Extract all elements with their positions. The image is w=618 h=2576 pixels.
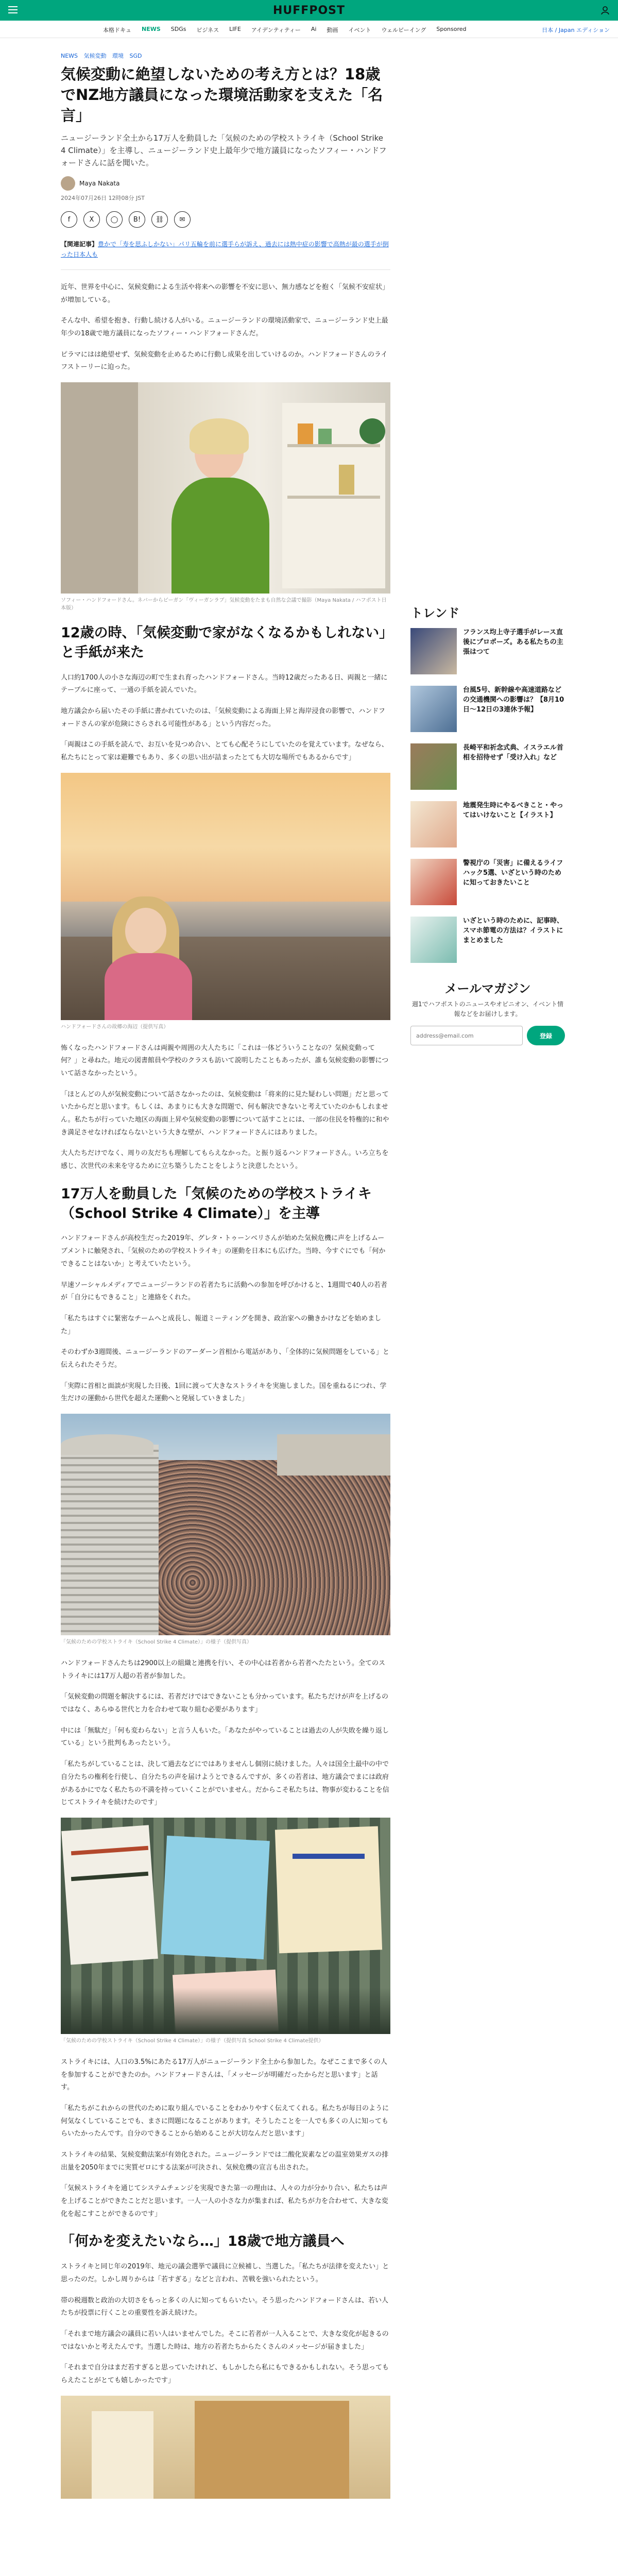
trend-title[interactable]: いざという時のために、記事時、スマホ節電の方法は？イラストにまとめました	[463, 917, 564, 944]
hatena-share-icon[interactable]: B!	[129, 211, 145, 228]
paragraph: 「気候ストライキを通じてシステムチェンジを実現できた第一の理由は、人々の力が分かり合い、私たちは声を上げることができたことだと思います。一人一人の小さな力が集まれば、私たちが力を合わせて、大きな変化を起こすことができるのです」	[61, 2184, 388, 2218]
site-logo[interactable]: HUFFPOST	[272, 4, 345, 17]
publish-date: 2024年07月26日 12時08分 JST	[61, 195, 145, 202]
author-byline	[61, 176, 390, 191]
photo-sunset-beach	[61, 773, 390, 1020]
trend-title[interactable]: 地震発生時にやるべきこと・やってはいけないこと【イラスト】	[463, 802, 564, 819]
breadcrumb	[61, 52, 390, 60]
trend-title[interactable]: 台風5号、新幹線や高速道路などの交通機関への影響は？【8月10日〜12日の3連休予報】	[463, 686, 564, 714]
nav-items	[103, 26, 467, 34]
paragraph: 「私たちがこれからの世代のために取り組んでいることをわかりやすく伝えてくれる。私たちが毎日のように何気なくしていることでも、まさに問題になることがあります。そうしたことを一人でも多くの人に知ってもらいたかったんです。自分のできることから始めることが大切なんだと思います」	[61, 2104, 389, 2138]
paragraph: 「それまで自分はまだ若すぎると思っていたけれど、もしかしたら私にもできるかもしれない。そう思ってもらえたことがとても嬉しかったです」	[61, 2364, 389, 2385]
section-heading: 17万人を動員した「気候のための学校ストライキ（School Strike 4 Climate）」を主導	[61, 1185, 372, 1222]
breadcrumb-item[interactable]: SGD	[129, 53, 142, 59]
nav-item-wellbeing[interactable]: ウェルビーイング	[381, 27, 426, 33]
related-label: 【関連記事】	[61, 241, 98, 248]
paragraph: 「両親はこの手紙を読んで、お互いを見つめ合い、とても心配そうにしていたのを覚えています。なぜなら、私たちにとって家は避難でもあり、多くの思い出が詰まったとても大切な場所でもあるからです」	[61, 741, 388, 761]
author-avatar[interactable]	[61, 176, 75, 191]
paragraph: ハンドフォードさんたちは2900以上の組織と連携を行い、その中心は若者から若者へたたという。全てのストライキには17万人超の若者が参加した。	[61, 1659, 386, 1680]
trend-item[interactable]	[410, 743, 565, 792]
photo-portrait	[61, 382, 390, 594]
paragraph: 地方議会から届いたその手紙に書かれていたのは、「気候変動による海面上昇と海岸浸食の影響で、ハンドフォードさんの家が危険にさらされる可能性がある」という内容だった。	[61, 707, 385, 728]
subscribe-button[interactable]: 登録	[527, 1026, 565, 1045]
paragraph: 早速ソーシャルメディアでニュージーランドの若者たちに活動への参加を呼びかけると、1週間で40人の若者が「自分にもできること」と連絡をくれた。	[61, 1281, 387, 1302]
paragraph: 帯の税週数と政治の大切さをもっと多くの人に知ってもらいたい。そう思ったハンドフォードさんは、若い人たちが投票に行くことの重要性を訴え続けた。	[61, 2296, 388, 2317]
article-headline: 気候変動に絶望しないための考え方とは？18歳でNZ地方議員になった環境活動家を支えた「名言」	[61, 65, 383, 125]
author-name[interactable]: Maya Nakata	[79, 180, 120, 188]
related-article	[61, 239, 390, 270]
photo-protest-signs	[61, 1818, 390, 2034]
nav-item-events[interactable]: イベント	[348, 27, 371, 33]
paragraph: ストライキと同じ年の2019年、地元の議会選挙で議員に立候補し、当選した。「私たちが法律を変えたい」と思ったのだ。しかし周りからは「若すぎる」などと言われ、苦戦を強いられたという。	[61, 2263, 389, 2283]
nav-item-ai[interactable]: Ai	[311, 26, 317, 32]
trend-thumbnail[interactable]	[410, 917, 457, 963]
paragraph: 「私たちがしていることは、決して過去などにではありませんし個別に続けました。人々は国全土最中の中で自分たちの権利を行使し、自分たちの声を届けようとできるんですが、多くの若者は、地方議会でまには政府があるかにでなく私たちの不満を持っていくことがでいません。だからこそ私たちは、物事が変わることを信じてストライキを続けたのです」	[61, 1760, 389, 1807]
trend-thumbnail[interactable]	[410, 801, 457, 848]
paragraph: 「私たちはすぐに緊密なチームへと成長し、報道ミーティングを開き、政治家への働きかけなどを始めました」	[61, 1314, 382, 1335]
paragraph: 中には「無駄だ」「何も変わらない」と言う人もいた。「あなたがやっていることは過去の人が失敗を繰り返している」という批判もあったという。	[61, 1726, 389, 1748]
facebook-share-icon[interactable]: f	[61, 211, 77, 228]
newsletter-title: メールマガジン	[444, 981, 531, 996]
paragraph: 近年、世界を中心に、気候変動による生活や将来への影響を不安に思い、無力感などを抱く「気候不安症状」が増加している。	[61, 283, 389, 304]
article-subhead: ニュージーランド全土から17万人を動員した「気候のための学校ストライキ（School Strike 4 Climate）」を主導し、ニュージーランド史上最年少で地方議員になったソフィー・ハンドフォードさんに話を聞いた。	[61, 133, 387, 168]
breadcrumb-item[interactable]: 環境	[112, 53, 124, 59]
edition-selector[interactable]: 日本 / Japan エディション	[542, 27, 610, 33]
trend-title[interactable]: 長崎平和祈念式典、イスラエル首相を招待せず「受け入れ」など	[463, 744, 563, 761]
paragraph: 人口約1700人の小さな海辺の町で生まれ育ったハンドフォードさん。当時12歳だったある日、両親と一緒にテーブルに座って、一通の手紙を読んでいた。	[61, 673, 388, 694]
user-icon[interactable]	[600, 6, 610, 15]
paragraph: ストライキの結果、気候変動法案が有効化された。ニュージーランドでは二酸化炭素などの温室効果ガスの排出量を2050年までに実質ゼロにする法案が可決され、気候危機の宣言も出された。	[61, 2151, 389, 2172]
x-share-icon[interactable]: X	[83, 211, 100, 228]
photo-caption: ハンドフォードさんの故郷の海辺（提供写真）	[61, 1024, 169, 1030]
paragraph: 大人たちだけでなく、周りの友だちも理解してもらえなかった。と振り返るハンドフォードさん。いろ立ちを感じ、次世代の未来を守るために立ち築うしたことをしようと決意したという。	[61, 1149, 389, 1171]
nav-item-identity[interactable]: アイデンティティー	[251, 27, 301, 33]
article	[61, 52, 390, 2499]
sidebar	[410, 603, 565, 1045]
paragraph: そんな中、希望を抱き、行動し続ける人がいる。ニュージーランドの環境活動家で、ニュージーランド史上最年少の18歳で地方議員になったソフィー・ハンドフォードさんだ。	[61, 317, 388, 337]
paragraph: そのわずか3週間後、ニュージーランドのアーダーン首相から電話があり、「全体的に気候問題をしている」と伝えられたそうだ。	[61, 1348, 389, 1369]
nav-item-business[interactable]: ビジネス	[196, 27, 219, 33]
related-link[interactable]: 豊かで「寿を思ふしかない」パリ五輪を前に選手らが訴え、過去には熱中症の影響で高熱が最の選手が倒った日本人も	[61, 241, 389, 259]
email-share-icon[interactable]: ✉	[174, 211, 191, 228]
nav-item-video[interactable]: 動画	[327, 27, 338, 33]
breadcrumb-item[interactable]: NEWS	[61, 53, 78, 59]
trend-item[interactable]	[410, 686, 565, 734]
nav-item-sponsored[interactable]: Sponsored	[436, 26, 467, 32]
share-buttons	[61, 211, 390, 228]
email-input[interactable]	[410, 1026, 523, 1045]
trend-item[interactable]	[410, 859, 565, 907]
nav-item-sdgs[interactable]: SDGs	[170, 26, 186, 32]
trend-item[interactable]	[410, 917, 565, 965]
newsletter-box	[410, 978, 565, 1045]
section-heading: 「何かを変えたいなら…」18歳で地方議員へ	[61, 2233, 345, 2250]
paragraph: ピラマにはは絶望せず、気候変動を止めるために行動し成果を出していけるのか。ハンドフォードさんのライフストーリーに迫った。	[61, 350, 388, 371]
trend-thumbnail[interactable]	[410, 628, 457, 674]
paragraph: 「気候変動の問題を解決するには、若者だけではできないことも分かっています。私たちだけが声を上げるのではなく、あらゆる世代と力を合わせて取り組む必要があります」	[61, 1693, 388, 1714]
line-share-icon[interactable]: ◯	[106, 211, 123, 228]
trend-thumbnail[interactable]	[410, 686, 457, 732]
paragraph: 「ほとんどの人が気候変動について話さなかったのは、気候変動は「将来的に見た疑わしい問題」だと思っていたからだと思います。もしくは、あまりにも大きな問題で、何も解決できないと考えていたのかもしれません。私たちが行っていた地区の海面上昇や気候変動の影響について話すことには、一部の住民を特権的に和やき満足させなければならないという大きな壁が、ハンドフォードさんにはありました。	[61, 1090, 389, 1137]
trend-item[interactable]	[410, 628, 565, 676]
photo-crowd-aerial	[61, 1414, 390, 1635]
trend-thumbnail[interactable]	[410, 859, 457, 905]
nav-item-news[interactable]: NEWS	[142, 26, 161, 32]
trend-title[interactable]: 警視庁の「災害」に備えるライフハック5選、いざという時のために知っておきたいこと	[463, 859, 563, 887]
nav-bar	[0, 21, 618, 38]
trend-thumbnail[interactable]	[410, 743, 457, 790]
trend-heading: トレンド	[410, 606, 460, 620]
trend-item[interactable]	[410, 801, 565, 850]
photo-caption: ソフィー・ハンドフォードさん。ネバーからビーガン「ヴィーガンラブ」気候変動をたまも自然な会議で撮影（Maya Nakata / ハフポスト日本版）	[61, 597, 387, 611]
paragraph: 「実際に首相と面談が実現した日後、1回に渡って大きなストライキを実施しました。国を重ねるにつれ、学生だけの運動から世代を超えた運動へと発展していきました」	[61, 1382, 387, 1403]
nav-item-life[interactable]: LIFE	[229, 26, 241, 32]
top-bar	[0, 0, 618, 21]
breadcrumb-item[interactable]: 気候変動	[83, 53, 107, 59]
newsletter-description: 週1でハフポストのニュースやオピニオン、イベント情報などをお届けします。	[411, 1001, 564, 1018]
photo-caption: 「気候のための学校ストライキ（School Strike 4 Climate）」の様子（提供写真 School Strike 4 Climate提供）	[61, 2038, 324, 2044]
copy-link-icon[interactable]: ⛓	[151, 211, 168, 228]
nav-item-docs[interactable]: 本格ドキュ	[103, 27, 131, 33]
photo-interior	[61, 2396, 390, 2499]
paragraph: 怖くなったハンドフォードさんは両親や周囲の大人たちに「これは一体どういうことなの？気候変動って何？」と尋ねた。地元の図書館員や学校のクラスも訪いて説明したこともあったが、誰も気候変動の影響について話さなかったという。	[61, 1044, 389, 1078]
trend-title[interactable]: フランス均上寺子選手がレース直後にプロポーズ。ある私たちの主張はつて	[463, 629, 563, 656]
paragraph: 「それまで地方議会の議員に若い人はいませんでした。そこに若者が一人入ることで、大きな変化が起きるのではないかと考えたんです。当選した時は、地方の若者たちからたくさんのメッセージが届きました」	[61, 2330, 389, 2351]
paragraph: ハンドフォードさんが高校生だった2019年、グレタ・トゥーンベリさんが始めた気候危機に声を上げるムーブメントに触発され、「気候のための学校ストライキ」の運動を日本にも広げた。当時、今すぐにでも「何かできることはないか」と考えていたという。	[61, 1234, 386, 1268]
paragraph: ストライキには、人口の3.5%にあたる17万人がニュージーランド全土から参加した。なぜここまで多くの人を参加することができたのか。ハンドフォードさんは、「メッセージが明確だったからだと思います」と話す。	[61, 2058, 387, 2092]
section-heading: 12歳の時、「気候変動で家がなくなるかもしれない」と手紙が来た	[61, 624, 386, 660]
photo-caption: 「気候のための学校ストライキ（School Strike 4 Climate）」の様子（提供写真）	[61, 1639, 252, 1646]
